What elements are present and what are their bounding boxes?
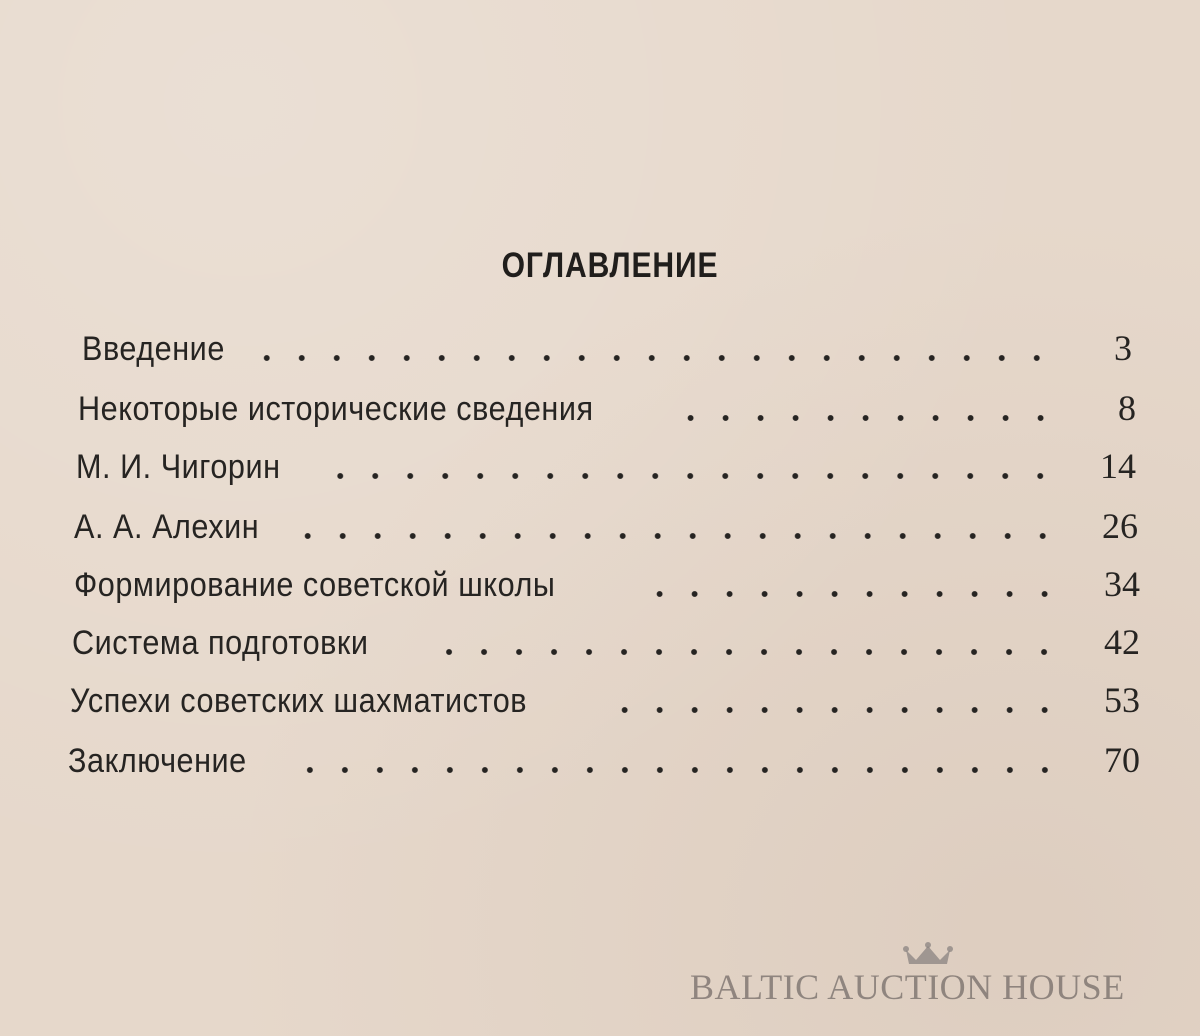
dot-leader	[631, 589, 1062, 599]
dot-leader	[302, 531, 1060, 541]
toc-page-number: 3	[1114, 328, 1132, 368]
page-title: ОГЛАВЛЕНИЕ	[501, 246, 719, 285]
toc-entry-alekhine	[74, 504, 1138, 548]
toc-page-number: 34	[1104, 564, 1140, 604]
dot-leader	[600, 705, 1062, 715]
toc-entry-title: Система подготовки	[72, 624, 369, 662]
toc-entry-title: Введение	[82, 330, 225, 368]
toc-page-number: 70	[1104, 740, 1140, 780]
toc-page-number: 53	[1104, 680, 1140, 720]
toc-entry-title: Некоторые исторические сведения	[78, 390, 594, 428]
dot-leader	[289, 765, 1062, 775]
watermark-text: BALTIC AUCTION HOUSE	[690, 967, 1125, 1007]
dot-leader	[325, 471, 1058, 481]
toc-entry-soviet-school	[74, 562, 1140, 606]
toc-page-number: 42	[1104, 622, 1140, 662]
toc-page-number: 8	[1118, 388, 1136, 428]
toc-entry-chigorin	[76, 444, 1136, 488]
toc-entry-title: А. А. Алехин	[74, 508, 260, 546]
dot-leader	[673, 413, 1058, 423]
toc-entry-title: М. И. Чигорин	[76, 448, 281, 486]
toc-entry-training-system	[72, 620, 1140, 664]
crown-icon	[902, 942, 954, 968]
toc-entry-title: Формирование советской школы	[74, 566, 556, 604]
toc-entry-soviet-chess-successes	[70, 678, 1140, 722]
toc-entry-conclusion	[68, 738, 1140, 782]
toc-entry-historical-info	[78, 386, 1136, 430]
toc-entry-title: Заключение	[68, 742, 247, 780]
toc-entry-title: Успехи советских шахматистов	[70, 682, 528, 720]
dot-leader	[263, 353, 1054, 363]
watermark	[690, 942, 1180, 1022]
toc-entry-introduction	[82, 326, 1132, 370]
dot-leader	[423, 647, 1062, 657]
toc-page-number: 26	[1102, 506, 1138, 546]
toc-page-number: 14	[1100, 446, 1136, 486]
